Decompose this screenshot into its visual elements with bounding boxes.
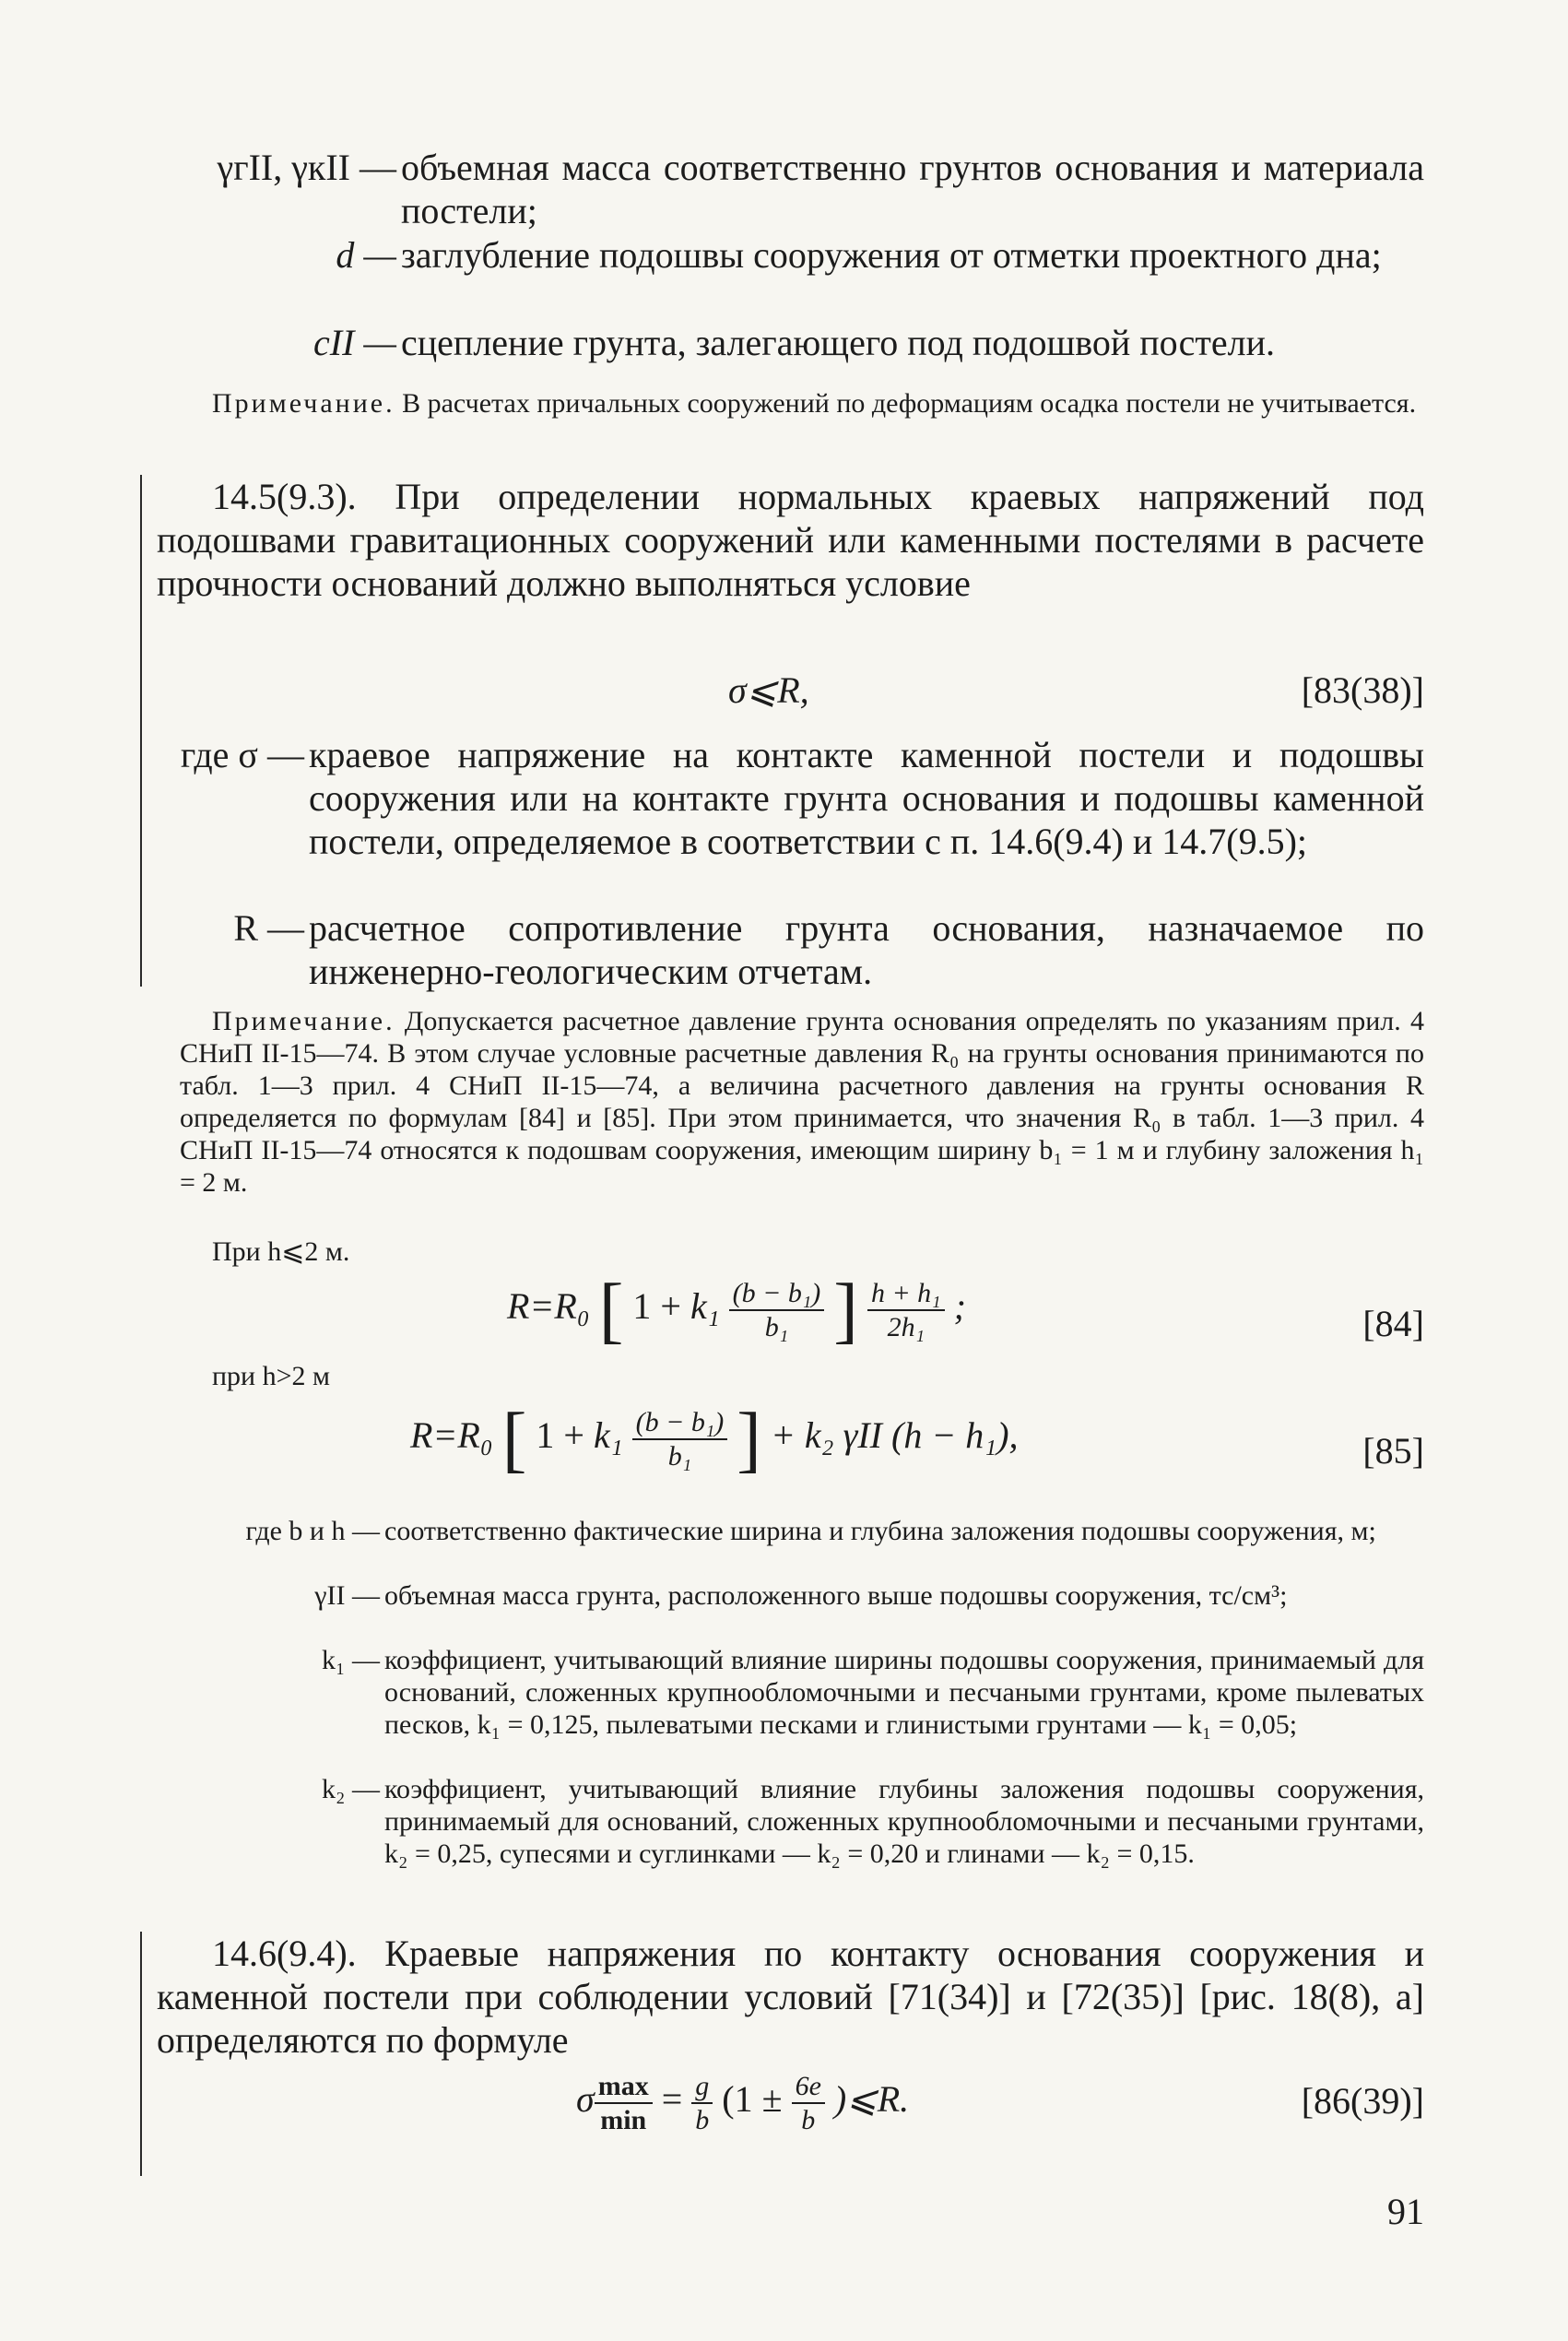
note-2-text: Допускается расчетное давление грунта основания определять по указаниям прил. 4 СНиП II-15—74. В этом случае условные расчетные давления R₀ на грунты основания принимаются по табл. 1—3 прил. 4 СНиП II-15—74, а величина расчетного давления на грунты основания R определяется по формулам [84] и [85]. При этом принимается, что значения R₀ в табл. 1—3 прил. 4 СНиП II-15—74 относятся к подошвам сооружения, имеющим ширину b₁ = 1 м и глубину заложения h₁ = 2 м. <box>180 1006 1424 1198</box>
note-1 <box>212 387 1424 420</box>
f86-sigma-subscripts <box>595 2070 653 2136</box>
f85-k1: k₁ <box>593 1414 623 1457</box>
f86-sub-max: max <box>595 2070 653 2104</box>
section-14-6-text: 14.6(9.4). Краевые напряжения по контакту основания сооружения и каменной постели при соблюдении условий [71(34)] и [72(35)] [рис. 18(8), а] определяются по формуле <box>157 1933 1424 2061</box>
f85-one: 1 + <box>536 1414 584 1457</box>
condition-h-gt-2: при h>2 м <box>212 1361 331 1391</box>
f84-tail: ; <box>953 1285 966 1328</box>
f84-frac-2 <box>867 1277 945 1343</box>
f84-k1: k₁ <box>690 1285 720 1328</box>
f84-num-2: h + h₁ <box>867 1277 945 1311</box>
formula-84 <box>507 1270 966 1351</box>
f86-num: 6e <box>792 2070 825 2104</box>
f86-g: g <box>691 2070 713 2104</box>
f85-den: b₁ <box>667 1441 692 1472</box>
f84-den-1: b₁ <box>764 1312 789 1342</box>
def-term-R: R — <box>233 907 304 949</box>
def-text-sigma: краевое напряжение на контакте каменной постели и подошвы сооружения или на контакте грунта основания и подошвы каменной постели, определяемое в соответствии с п. 14.6(9.4) и 14.7(9.5); <box>309 734 1424 862</box>
f84-bracket-open: [ <box>598 1270 624 1351</box>
f85-num: (b − b₁) <box>632 1406 728 1440</box>
section-14-5-text: 14.5(9.3). При определении нормальных краевых напряжений под подошвами гравитационных сооружений или каменными постелями в расчете прочности оснований должно выполняться условие <box>157 476 1424 604</box>
def-text-gamma: объемная масса соответственно грунтов основания и материала постели; <box>401 147 1424 231</box>
def-text-b-h: соответственно фактические ширина и глубина заложения подошвы сооружения, м; <box>384 1516 1376 1546</box>
note-1-text: В расчетах причальных сооружений по деформациям осадка постели не учитывается. <box>402 388 1417 419</box>
f85-lhs: R=R₀ <box>410 1414 493 1457</box>
f85-bracket-close: ] <box>737 1399 761 1480</box>
def-text-k2: коэффициент, учитывающий влияние глубины заложения подошвы сооружения, принимаемый для оснований, сложенных крупнообломочными и песчаными грунтами, k₂ = 0,25, супесями и суглинками — k₂ = 0,20 и глинами — k₂ = 0,15. <box>384 1774 1424 1869</box>
f86-paren-open: (1 ± <box>722 2078 783 2121</box>
def-text-gamma-ii: объемная масса грунта, расположенного выше подошвы сооружения, тс/см³; <box>384 1580 1288 1611</box>
def-term-gamma-ii: γII — <box>314 1580 380 1611</box>
f84-den-2: 2h₁ <box>887 1312 925 1342</box>
condition-h-le-2: При h⩽2 м. <box>212 1236 350 1267</box>
f84-num-1: (b − b₁) <box>729 1277 825 1311</box>
formula-85 <box>410 1399 1019 1480</box>
f86-tail: )⩽R. <box>833 2078 910 2121</box>
f86-frac-6e-b <box>792 2070 825 2136</box>
f86-den: b <box>801 2105 816 2135</box>
f86-equals: = <box>661 2078 683 2121</box>
def-text-d: заглубление подошвы сооружения от отметки проектного дна; <box>401 234 1382 276</box>
def-text-c: сцепление грунта, залегающего под подошвой постели. <box>401 322 1276 363</box>
f84-frac-1 <box>729 1277 825 1343</box>
f86-frac-g-b <box>691 2070 713 2136</box>
f86-sigma: σ <box>576 2078 595 2121</box>
eq-number-86: [86(39)] <box>1301 2080 1424 2122</box>
note-2 <box>180 1005 1424 1199</box>
page-number: 91 <box>1387 2191 1424 2232</box>
def-term-b-h: где b и h — <box>245 1516 380 1546</box>
f84-one: 1 + <box>632 1285 681 1328</box>
def-text-R: расчетное сопротивление грунта основания, назначаемое по инженерно-геологическим отчетам. <box>309 907 1424 992</box>
f86-b: b <box>695 2105 710 2135</box>
margin-bar-14-6 <box>140 1932 142 2176</box>
f86-sub-min: min <box>600 2105 647 2135</box>
eq-number-84: [84] <box>1362 1303 1424 1344</box>
f84-bracket-close: ] <box>833 1270 858 1351</box>
def-term-k1: k₁ — <box>322 1645 380 1675</box>
def-text-k1: коэффициент, учитывающий влияние ширины подошвы сооружения, принимаемый для оснований, сложенных крупнообломочными и песчаными грунтами, кроме пылеватых песков, k₁ = 0,125, пылеватыми песками и глинистыми грунтами — k₁ = 0,05; <box>384 1645 1424 1740</box>
formula-83: σ⩽R, <box>728 669 809 711</box>
f85-bracket-open: [ <box>501 1399 527 1480</box>
def-term-gamma: γгII, γкII — <box>217 147 396 188</box>
note-1-label: Примечание. <box>212 388 395 419</box>
f85-tail: + k₂ γII (h − h₁), <box>770 1414 1019 1457</box>
def-term-k2: k₂ — <box>322 1774 380 1804</box>
f85-frac <box>632 1406 728 1472</box>
eq-number-85: [85] <box>1362 1430 1424 1472</box>
note-2-label: Примечание. <box>212 1006 395 1036</box>
def-term-c: cII — <box>313 322 396 363</box>
def-term-d: d — <box>336 234 396 276</box>
def-term-sigma: где σ — <box>180 734 304 775</box>
formula-86 <box>576 2070 909 2136</box>
f84-lhs: R=R₀ <box>507 1285 590 1328</box>
eq-number-83: [83(38)] <box>1301 669 1424 711</box>
